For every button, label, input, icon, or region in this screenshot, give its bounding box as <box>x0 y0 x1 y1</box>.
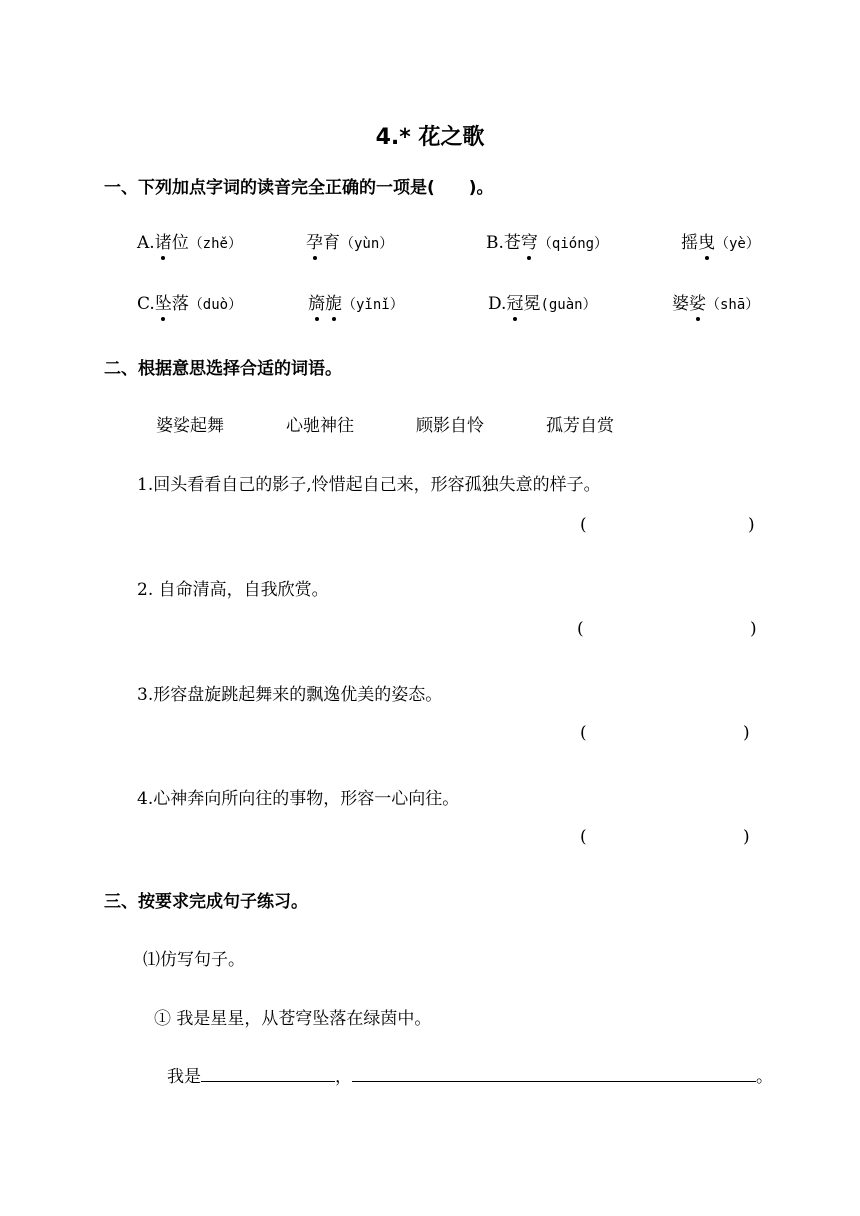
dotted-char: 坠 <box>155 289 172 314</box>
question-2: 2. 自命清高，自我欣赏。 <box>137 580 329 600</box>
option-b2 <box>681 228 760 253</box>
question-3: 3.形容盘旋跳起舞来的飘逸优美的姿态。 <box>137 685 443 705</box>
dotted-char: 孕 <box>306 228 323 253</box>
word-option: 孤芳自赏 <box>546 416 614 436</box>
pinyin: （shā） <box>706 297 760 313</box>
option-a <box>137 228 242 253</box>
char: 婆 <box>672 294 689 314</box>
question-4: 4.心神奔向所向往的事物，形容一心向往。 <box>137 789 460 809</box>
dotted-char: 诸 <box>155 228 172 253</box>
char: 落 <box>171 294 189 314</box>
char: 位 <box>171 233 189 253</box>
dotted-char: 娑 <box>689 289 706 314</box>
pinyin: （yè） <box>715 236 760 252</box>
sub-question: ⑴仿写句子。 <box>143 950 245 970</box>
answer-paren-close: ) <box>748 515 755 535</box>
dotted-char: 冠 <box>506 289 523 314</box>
char: 冕 <box>523 294 541 314</box>
answer-paren-open: ( <box>580 515 587 535</box>
fill-comma: ， <box>335 1067 352 1087</box>
option-d <box>488 289 597 314</box>
option-prefix: C. <box>137 294 155 314</box>
char: 苍 <box>503 233 521 253</box>
blank-1[interactable] <box>201 1063 335 1082</box>
pinyin: （duò） <box>188 297 243 313</box>
pinyin: （yǐnǐ） <box>342 297 404 313</box>
word-option: 婆娑起舞 <box>156 416 224 436</box>
option-prefix: A. <box>137 233 155 253</box>
option-c2 <box>308 289 404 314</box>
pinyin: （zhě） <box>188 236 242 252</box>
pinyin: （qióng） <box>537 236 609 252</box>
option-prefix: D. <box>488 294 507 314</box>
answer-paren-close: ) <box>750 619 757 639</box>
option-a2 <box>306 228 393 253</box>
word-option: 顾影自怜 <box>416 416 484 436</box>
answer-paren-close: ) <box>743 723 750 743</box>
pinyin: （yùn） <box>340 236 394 252</box>
question-1: 1.回头看看自己的影子,怜惜起自己来，形容孤独失意的样子。 <box>137 475 601 495</box>
word-option: 心驰神往 <box>286 416 354 436</box>
fill-prefix: 我是 <box>167 1067 201 1087</box>
section2-heading: 二、根据意思选择合适的词语。 <box>104 359 342 379</box>
fill-end: 。 <box>756 1067 773 1087</box>
answer-paren-open: ( <box>580 827 587 847</box>
option-prefix: B. <box>486 233 504 253</box>
char: 摇 <box>681 233 698 253</box>
char: 育 <box>323 233 340 253</box>
fill-in-line <box>167 1062 773 1087</box>
dotted-char: 穹 <box>521 228 538 253</box>
dotted-char: 曳 <box>698 228 715 253</box>
page-title: 4.* 花之歌 <box>375 125 485 150</box>
option-c <box>137 289 242 314</box>
dotted-char: 旎 <box>325 289 342 314</box>
answer-paren-open: ( <box>580 723 587 743</box>
answer-paren-close: ) <box>743 827 750 847</box>
section1-heading: 一、下列加点字词的读音完全正确的一项是( )。 <box>104 178 494 198</box>
answer-paren-open: ( <box>577 619 584 639</box>
section3-heading: 三、按要求完成句子练习。 <box>104 892 308 912</box>
option-d2 <box>672 289 759 314</box>
dotted-char: 旖 <box>308 289 325 314</box>
example-sentence: ① 我是星星，从苍穹坠落在绿茵中。 <box>154 1009 432 1029</box>
option-b <box>486 228 608 253</box>
blank-2[interactable] <box>352 1063 756 1082</box>
pinyin: (guàn） <box>540 297 597 313</box>
